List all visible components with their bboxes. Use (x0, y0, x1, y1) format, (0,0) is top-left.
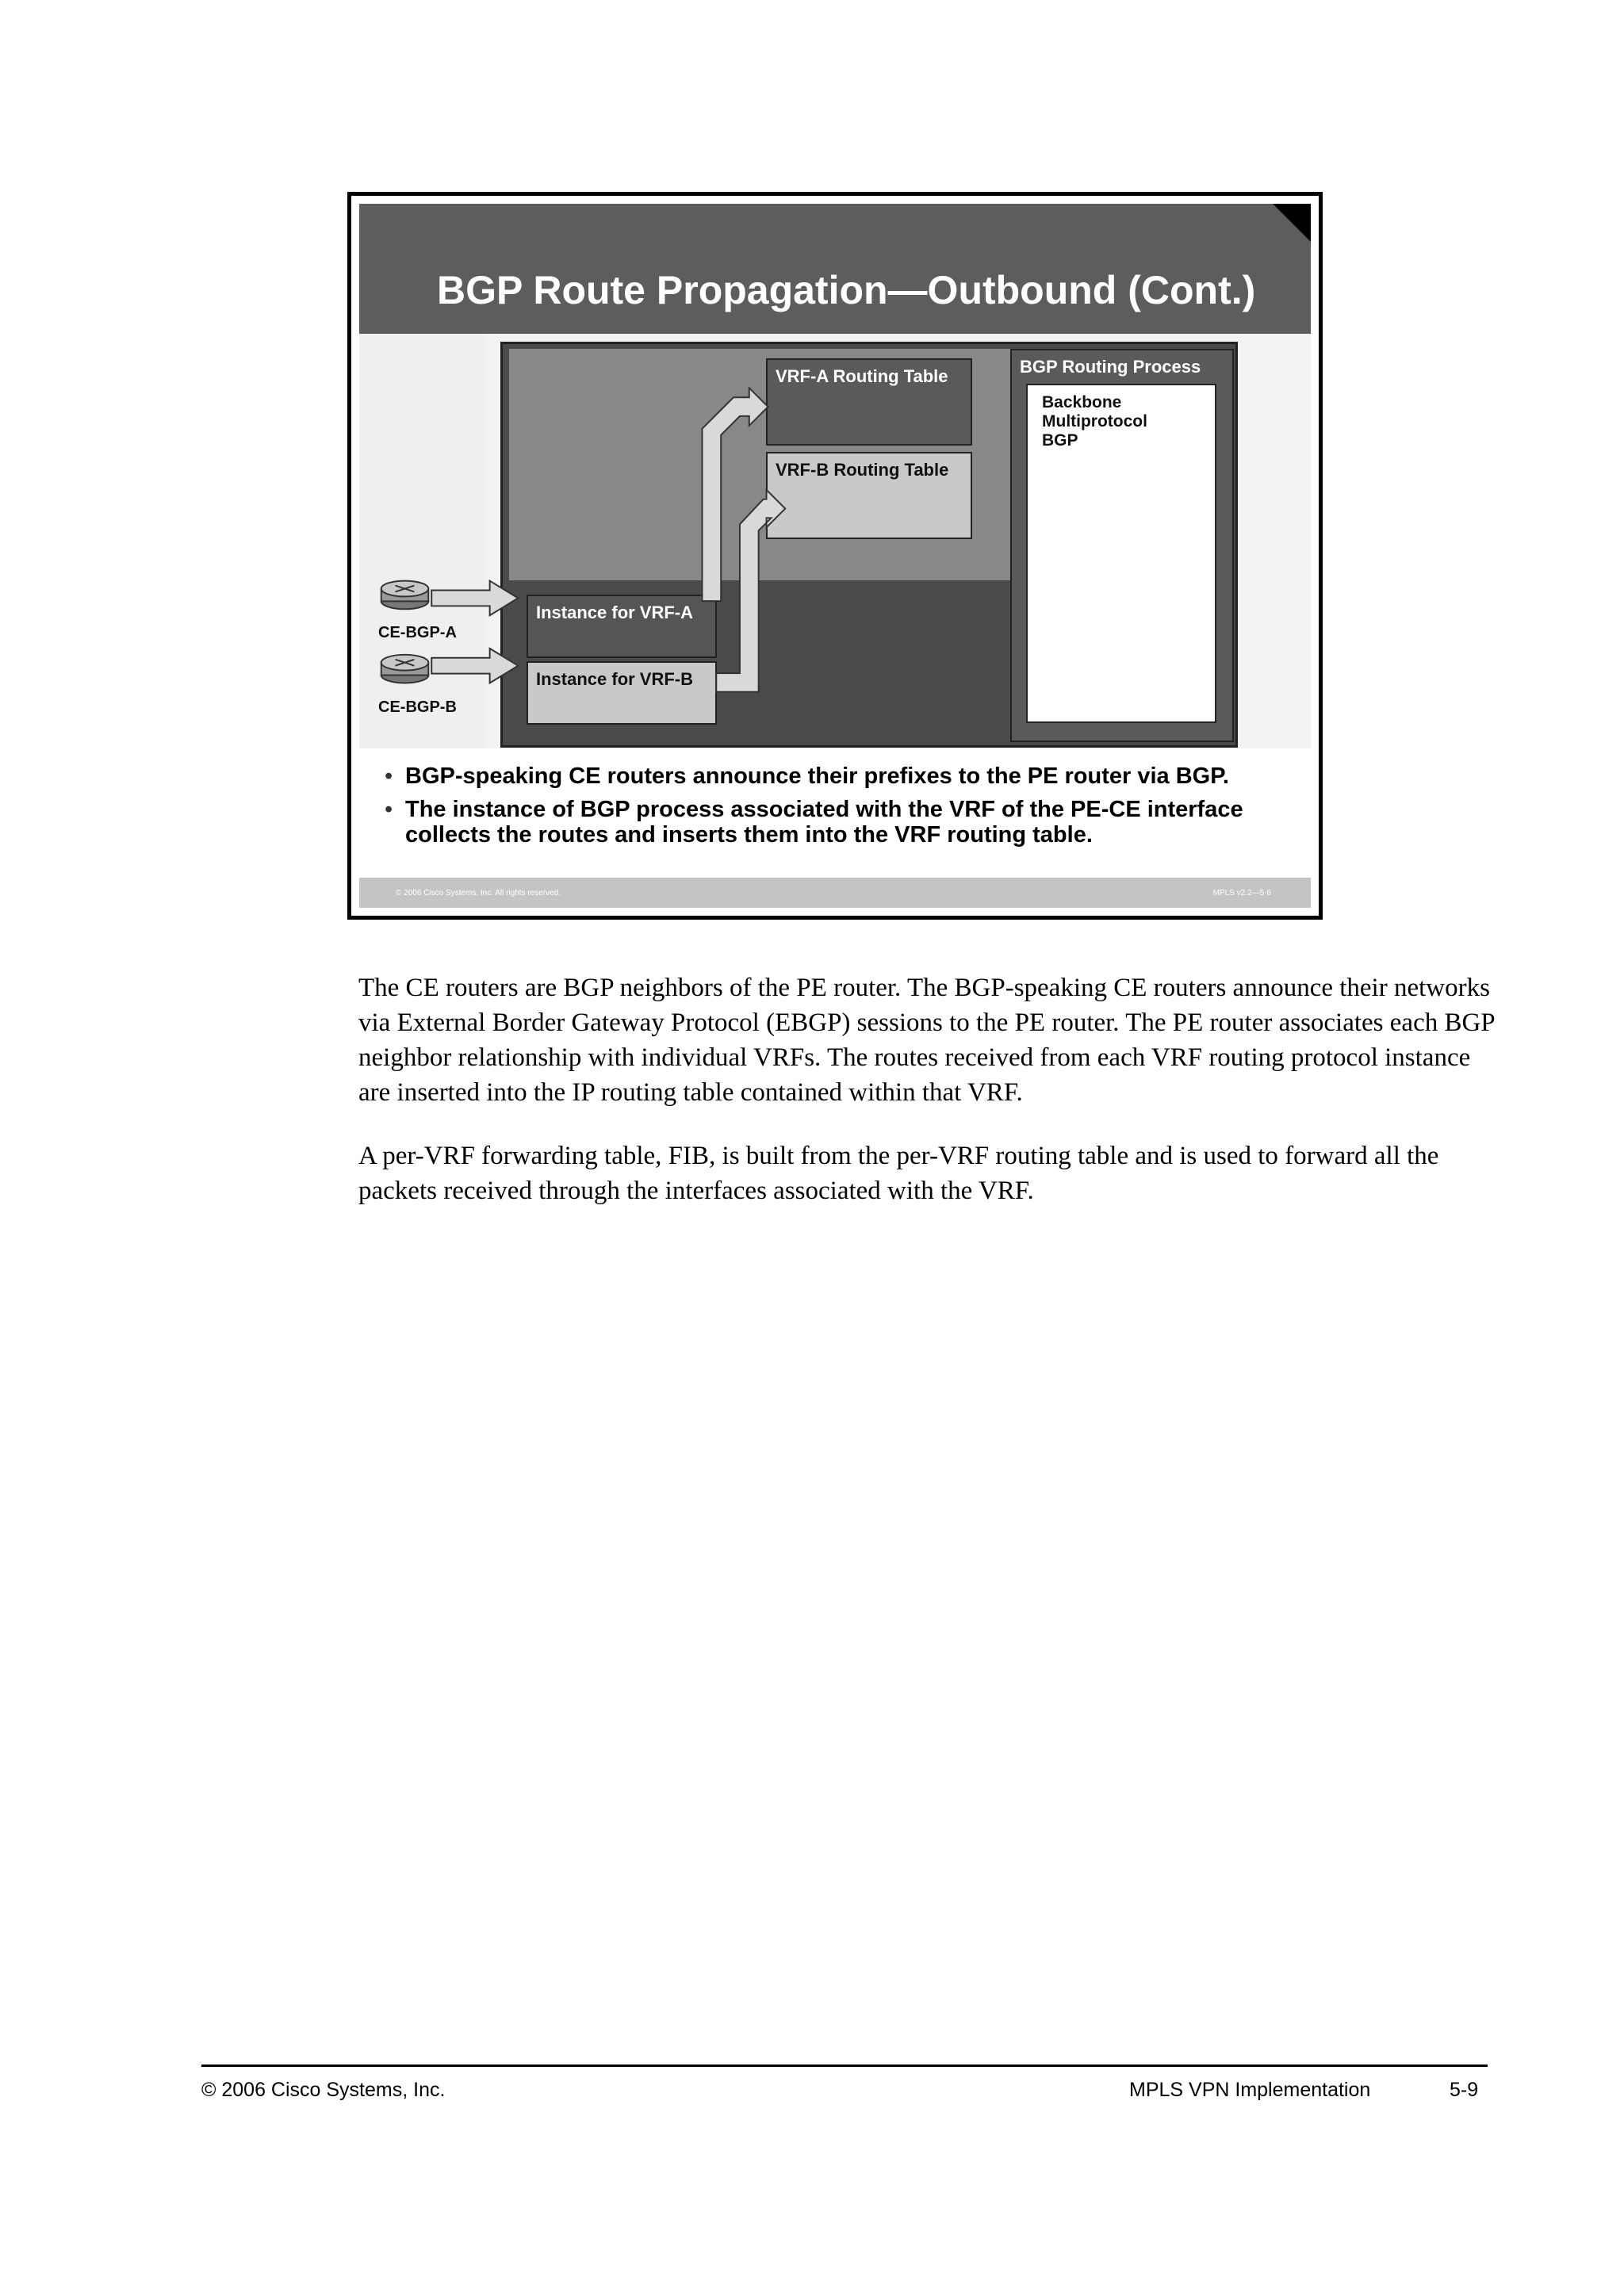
footer-copyright: © 2006 Cisco Systems, Inc. (201, 2079, 446, 2101)
router-b-label: CE-BGP-B (378, 698, 457, 716)
bullet-item (383, 797, 1295, 848)
bullet-item (383, 763, 1295, 789)
slide-figure (347, 192, 1323, 920)
body-text (358, 970, 1500, 1237)
instance-vrf-b: Instance for VRF-B (527, 661, 717, 725)
slide-title-bar (359, 204, 1311, 334)
slide-copyright: © 2006 Cisco Systems, Inc. All rights reserved. (396, 889, 561, 897)
router-a-label: CE-BGP-A (378, 624, 457, 641)
backbone-mp-bgp (1026, 384, 1216, 723)
footer-page-number: 5-9 (1450, 2079, 1479, 2101)
bullet-text: BGP-speaking CE routers announce their prefixes to the PE router via BGP. (405, 763, 1229, 789)
backbone-line2: Multiprotocol (1042, 412, 1147, 430)
background-texture (359, 334, 486, 748)
slide-number: MPLS v2.2—5-6 (1212, 889, 1271, 897)
pe-router-box (500, 342, 1238, 748)
paragraph: A per-VRF forwarding table, FIB, is built from the per-VRF routing table and is used to forward all the packets received through the interfaces associated with the VRF. (358, 1142, 1439, 1205)
bullet-icon: • (385, 763, 393, 789)
vrf-b-routing-table: VRF-B Routing Table (766, 452, 972, 539)
backbone-line3: BGP (1042, 431, 1078, 450)
footer-rule (201, 2064, 1488, 2067)
bullet-icon: • (385, 797, 393, 822)
slide-title: BGP Route Propagation—Outbound (Cont.) (437, 268, 1256, 312)
diagram (359, 334, 1311, 748)
slide-footer (359, 878, 1311, 908)
footer-course: MPLS VPN Implementation (1129, 2079, 1371, 2101)
slide-body (359, 204, 1311, 908)
bullet-text: The instance of BGP process associated with the VRF of the PE-CE interface collects the routes and inserts them into the VRF routing table. (405, 797, 1243, 848)
corner-marker-icon (1273, 204, 1311, 242)
slide-bullets (383, 763, 1295, 855)
backbone-line1: Backbone (1042, 393, 1122, 411)
instance-vrf-a: Instance for VRF-A (527, 595, 717, 658)
bgp-routing-process (1010, 349, 1234, 742)
bgp-process-title: BGP Routing Process (1020, 357, 1201, 377)
paragraph: The CE routers are BGP neighbors of the PE router. The BGP-speaking CE routers announce their networks via External Border Gateway Protocol (EBGP) sessions to the PE router. The PE router associates each BGP neighbor relationship with individual VRFs. The routes received from each VRF routing protocol instance are inserted into the IP routing table contained within that VRF. (358, 974, 1495, 1107)
vrf-a-routing-table: VRF-A Routing Table (766, 358, 972, 446)
